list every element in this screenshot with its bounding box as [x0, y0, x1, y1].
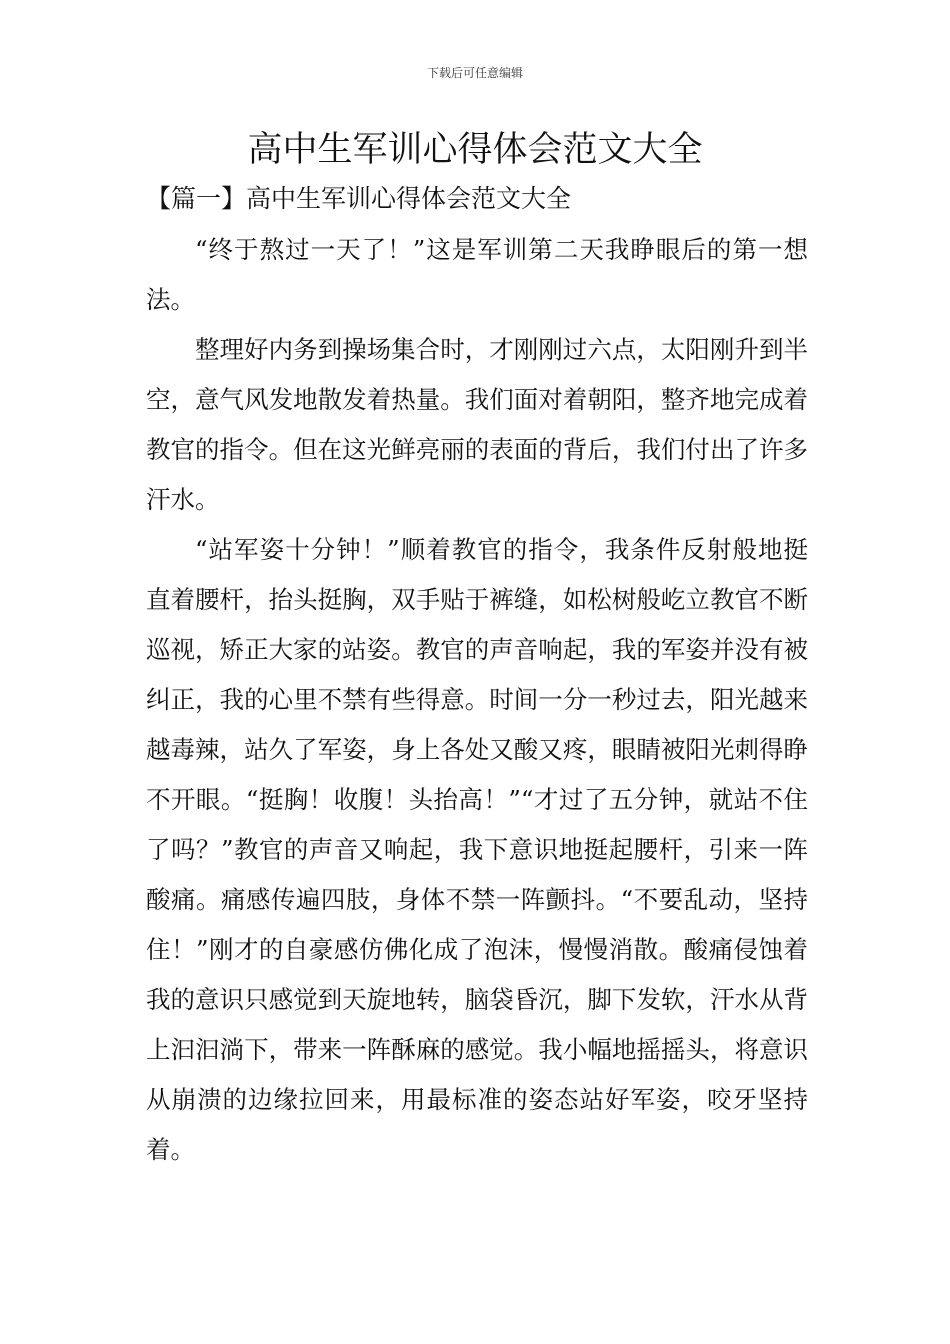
- document-body: [146, 225, 808, 1175]
- paragraph: 整理好内务到操场集合时，才刚刚过六点，太阳刚升到半空，意气风发地散发着热量。我们面对着朝阳，整齐地完成着教官的指令。但在这光鲜亮丽的表面的背后，我们付出了许多汗水。: [146, 335, 808, 514]
- section-heading: 【篇一】高中生军训心得体会范文大全: [146, 184, 572, 213]
- document-title: 高中生军训心得体会范文大全: [247, 130, 703, 170]
- paragraph: “站军姿十分钟！”顺着教官的指令，我条件反射般地挺直着腰杆，抬头挺胸，双手贴于裤缝，如松树般屹立教官不断巡视，矫正大家的站姿。教官的声音响起，我的军姿并没有被纠正，我的心里不禁有些得意。时间一分一秒过去，阳光越来越毒辣，站久了军姿，身上各处又酸又疼，眼睛被阳光刺得睁不开眼。“挺胸！收腹！头抬高！”“才过了五分钟，就站不住了吗？”教官的声音又响起，我下意识地挺起腰杆，引来一阵酸痛。痛感传遍四肢，身体不禁一阵颤抖。“不要乱动，坚持住！”刚才的自豪感仿佛化成了泡沫，慢慢消散。酸痛侵蚀着我的意识只感觉到天旋地转，脑袋昏沉，脚下发软，汗水从背上汩汩淌下，带来一阵酥麻的感觉。我小幅地摇摇头，将意识从崩溃的边缘拉回来，用最标准的姿态站好军姿，咬牙坚持着。: [146, 535, 808, 1164]
- paragraph: “终于熬过一天了！”这是军训第二天我睁眼后的第一想法。: [146, 235, 808, 314]
- header-note: 下载后可任意编辑: [426, 66, 523, 80]
